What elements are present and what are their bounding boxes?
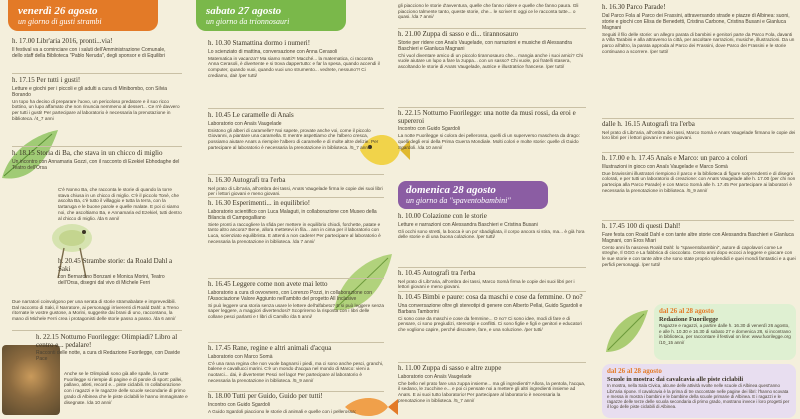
event-description: Cento anni fa nasceva Roald Dahl: lo "spaventobambini", autore di capolavori come Le streghe, Il GGG e La fabbrica di cioccolato. Cento anni dopo eccoci a leggere e giocare con le sue storie e con tante altre che sono state proprio splendidi e quei mondi fantastici e a quei perfidi personaggi. /per tutti/ <box>602 244 796 267</box>
event-text: Lo scienziato di mattina, conversazione con Anna Cerasoli <box>208 48 338 55</box>
event <box>58 258 184 286</box>
event <box>398 31 586 70</box>
event-text: Fare festa con Roald Dahl e con tante altre storie con Alessandra Baschieri e Gianluca Magnani, con Eros Miari <box>602 231 794 244</box>
event-text: Incontro con Guido Sgardoli <box>208 401 270 408</box>
event-description: C'è Nonno Ba, che racconta le storie di quando la torre stava chiusa in un chicco di miglio. C'è il piccolo Tonè, che ascolta Ba, c'è tutto il villaggio e tutta la terra, con la tartaruga e le buone parole e quelle malate. E poi ci siamo noi, che ascoltiamo Ba, e Annamaria ed Ezekiel, tutti dentro al chicco di miglio. /da 6 anni/ <box>58 187 182 221</box>
event-heading: h. 10.45 Autografi tra l'erba <box>398 269 476 277</box>
event-text: Laboratorio con Marco Somà <box>208 353 273 360</box>
divider <box>12 146 182 147</box>
event-heading: h. 10.30 Stamattina dormo i numeri! <box>208 39 311 47</box>
event-heading: h. 10.45 Le caramelle di Anaïs <box>208 111 294 119</box>
event <box>208 40 384 79</box>
event-heading: h. 17.45 100 di questi Dahl! <box>602 222 681 230</box>
event-description: Due narratori coinvolgono per una serata di storie stramabalate e imprevedibili. Dal racconto di Saki, il Narratore, ai personaggi irriverenti di Roald Dahl: a Treno ritornate le vostre gustose, a Morini, suggerite dai brani di uno, raccontano, la mano di Michele Ferri crea i protagonisti delle storie passo a passo. /da 6 anni/ <box>12 299 179 322</box>
event-description: gli piacciono le storie d'avventura, quelle che fanno ridere e quelle che fanno paura. Gli piacciono talmente tanto, queste storie, che... le scrive! E oggi ce le racconta tutte... o quasi. /da 7 anni/ <box>398 3 579 20</box>
divider <box>398 362 586 363</box>
event-text: con Bernardino Bonzani e Monica Morini, Teatro dell'Orsa, disegni dal vivo di Michele Ferri <box>58 274 165 287</box>
event-description-block <box>64 370 188 405</box>
event <box>602 4 796 55</box>
event-text: Incontro con Guido Sgardoli <box>398 126 460 133</box>
event-heading: h. 16.30 Esperimenti... in equilibrio! <box>208 199 311 207</box>
event <box>398 365 586 404</box>
event-heading: h. 10.45 Bimbi e paure: cosa da maschi e cose da femmine. O no? <box>398 293 583 301</box>
day-title: sabato 27 agosto <box>206 5 282 17</box>
box-text: Ragazze e ragazzi, a partire dalle h. 16.30 di venerdì 26 agosto, e alle h. 10.30 e 16.30 di sabato 27 e domenica 28, si incontrano in biblioteca, per raccontare il festival on line: www.fuorilegge.org /10_15 anni/ <box>659 323 791 345</box>
event-description: Esistono gli alberi di caramelle? Noi sapete, provate anche voi, come il piccolo Giovanni, a piantare una caramella. E mentre aspettiamo che l'albero cresca, possiamo aiutare Anaïs a riempire l'albero di caramelle e di molte altre delizie. Per partecipare al laboratorio è necessaria la prenotazione in biblioteca. /5_7 anni/ <box>208 127 379 150</box>
event-text: Illustrazioni in gioco con Anaïs Vaugelade e Marco Somà <box>602 163 728 170</box>
event-description-block <box>12 298 184 322</box>
event-heading: h. 16.30 Autografi tra l'erba <box>208 176 286 184</box>
event-text: Letture e giochi per i piccoli e gli adulti a cura di Minibombo, con Silvia Borando <box>12 85 168 98</box>
event-heading: dalle h. 16.15 Autografi tra l'erba <box>602 120 695 128</box>
event <box>208 200 384 245</box>
event <box>12 38 172 59</box>
event <box>398 294 586 333</box>
day-title: domenica 28 agosto <box>406 184 496 196</box>
event-text: Una conversazione oltre gli stereotipi di genere con Alberto Pellai, Guido Sgardoli e Barbara Tamborini <box>398 302 583 315</box>
divider <box>12 73 182 74</box>
box-subtitle: Redazione Fuorilegge <box>659 315 719 323</box>
event-description: La notte Fuorilegge si colora dei pellerossa, quelli di un superverso maschera da drago: quelli degli eroi della Prima Guerra Mondiale. Molti colori e molte storie: quelle di Guido Sgardoli. /da 10 anni/ <box>398 133 580 150</box>
event-text: Laboratorio con Anaïs Vaugelade <box>208 120 282 127</box>
event-heading: h. 20.45 Strambe storie: da Roald Dahl a Saki <box>58 257 173 273</box>
event <box>12 150 184 171</box>
event <box>208 281 384 320</box>
event-description: Matematica in vacanza? Ma siamo matti?! Macché... la matematica, ci racconta Anna Cerasoli, è divertente e si trova dappertutto: e far la spesa, quando accendi il computer, quando vuoi, quando vuoi uno strumento... vedrete, nessuno?! Ci crediamo, dai! /per tutti/ <box>208 55 380 78</box>
event-text: Letture e narrazioni con Alessandra Baschieri e Cristina Busani <box>398 221 538 228</box>
event-description: Chi vuol diventare amico di un piccolo tirannosauro che... mangia anche i suoi amici? Chi vuole aiutare un lupo a fare la zuppa... con un sasso? Chi vuole, poi fratelli stasera, ascoltando le storie di Anaïs Vaugelade, autrice e illustratrice francese. /per tutti/ <box>398 52 583 70</box>
event-text: Laboratorio a cura di ovvovnero, con Lorenzo Pozzi, in collaborazione con l'Associazione Valore Aggiunto nell'ambito del progetto All Inclusive <box>208 289 372 302</box>
day-subtitle: un giorno di gusti strambi <box>18 16 102 26</box>
event-description: Seguiti il filo delle storie: un allegro parata di bambini e genitori parte da Parco Fola, davanti a Villa Tarabini e alla attraverso la città, per ascoltare narrazioni, musiche, illustrazioni. Da un parco all'altro, la parata approda al Parco dei Frassini, dove Parco dei Frassini e le storie continuano a scorrere. /per tutti/ <box>602 31 795 54</box>
event-description-block <box>58 186 184 221</box>
event-description: A Guido Sgardoli piacciono le storie di animali e quelle con i pellerossa; <box>208 408 357 414</box>
divider <box>12 330 182 331</box>
event <box>208 345 384 384</box>
day-title: venerdì 26 agosto <box>18 5 98 17</box>
divider <box>208 108 384 109</box>
divider <box>398 267 586 268</box>
event-text: Un incontro con Annamaria Gozzi, con il racconto di Ezekiel Ebhodaghe del Teatro dell'Orsa <box>12 158 180 171</box>
divider <box>398 107 586 108</box>
day-header-saturday <box>196 0 346 31</box>
event-description: Si può leggere una storia senza usare le lettere dell'alfabeto? E si può leggere senza saper leggere, a maggiori divertendosi? Scopriremo la risposta con i libri delle collane pesci parlanti e I libri di Camillo /da 5 anni/ <box>208 302 385 320</box>
day-header-sunday <box>398 181 548 209</box>
event <box>602 223 796 268</box>
event-text: Storie per ridere con Anaïs Vaugelade, con narrazioni e musiche di Alessandra Baschieri e Gianluca Magnani <box>398 39 572 52</box>
event-description: Nel prato di Libr'aria, all'ombra dei tassi, Anaïs Vaugelade firma le copie dei suoi libri per i lettori giovani e meno giovani. <box>208 185 383 197</box>
event <box>398 213 586 240</box>
box-title: dal 26 al 28 agosto <box>607 367 662 375</box>
event-heading: h. 17.00 e h. 17.45 Anaïs e Marco: un parco a colori <box>602 154 748 162</box>
event-heading: h. 22.15 Notturno Fuorilegge: Olimpiadi? Libro al centro e... pedalare! <box>36 333 178 349</box>
event-heading: h. 10.00 Colazione con le storie <box>398 212 487 220</box>
event-heading: h. 17.00 Libr'aria 2016, pronti...via! <box>12 37 113 45</box>
event-description: Anche se le Olimpiadi sono già alle spalle, la notte Fuorilegge si riempie di pagine e di parole di sport: pallei, pallavo, atleti, record e... piste ciclabili. In collaborazione con i ragazzi e le ragazze delle scuole secondarie di primo grado di Albinea che le piste ciclabili le hanno immaginate e disegnate. /da 10 anni/ <box>64 371 188 405</box>
event-text: Il festival va a cominciare con i saluti dell'Amministrazione Comunale, dello staff della Biblioteca "Pablo Neruda", degli sponsor e di Equilibri <box>12 46 166 59</box>
event <box>208 177 384 197</box>
divider <box>602 220 794 221</box>
event-heading: h. 11.00 Zuppa di sasso e altre zuppe <box>398 364 502 372</box>
event <box>12 77 182 122</box>
event-description: Che bello nel prato fare una zuppa insieme... ma gli ingredienti? Allora, la pentola, l'acqua, il sedano, le zucchine e... e poi ci pensate noi a mettere gli altri ingredienti insieme ad Anaïs. E ai suoi tutto laboratorio! Per partecipare al laboratorio è necessaria la prenotazione in biblioteca. /5_7 anni/ <box>398 380 586 403</box>
column-friday <box>0 0 192 419</box>
column-sunday <box>392 0 592 419</box>
event-description: Ci sono cose da maschi e cose da femmine... O no? Ci sono idee, modi di fare e di pensare, ci sono pregiudizi, stereotipi e conflitti. Ci sono figlie e figli e genitori e educatori che vogliono capire, perché discutere, fare, e una soluzione. /per tutti/ <box>398 315 582 333</box>
event-heading: h. 18.00 Tutti per Guido, Guido per tutti! <box>208 392 323 400</box>
event-heading: h. 16.30 Parco Parade! <box>602 3 666 11</box>
column-sunday-afternoon <box>596 0 800 419</box>
event <box>602 155 796 194</box>
event-description: Due bravissimi illustratori riempiono il parco e la biblioteca di figure sorprendenti e di disegni colorati, e per tutti un laboratorio di creazione: con Anaïs Vaugelade alle h. 17.00 (per chi non partecipa alla Parco Parade) e con Marco Somà alle h. 17.45 Per partecipare ai laboratori è necessaria la prenotazione in biblioteca. /5_9 anni/ <box>602 170 796 193</box>
event-heading: h. 17.45 Rane, regine e altri animali d'acqua <box>208 344 332 352</box>
event <box>208 112 384 151</box>
day-subtitle: un giorno da trionnosauri <box>206 16 290 26</box>
event-description: Un topo ha deciso di preparare l'uovo, un pericoloso predatore e il suo ricco bottino, un lupo affamato che non rinuncia nemmeno al dessert... Ce n'è davvero per tutti i gusti! Per partecipare al laboratorio è necessaria la prenotazione in biblioteca. /4_7 anni <box>12 98 180 121</box>
column-saturday <box>196 0 390 419</box>
event-heading: h. 17.15 Per tutti i gusti! <box>12 76 81 84</box>
event-description: Siete pronti a raccogliere la sfida per mettere in equilibrio chiodi, forchette, patate e tanto altro ancora? Bene, allora mettetevi in fila... ann in cima per il laboratorio con Luca, scienziato equilibrista. E attenti a non cadere! Per partecipare al laboratorio è necessaria la prenotazione in biblioteca. /da 7 anni/ <box>208 221 381 244</box>
event-description: Nel prato di Libr'aria, all'ombra dei tassi, Marco Somà firma le copie dei suoi libri per i lettori giovani e meno giovani. <box>398 278 575 290</box>
event <box>398 270 586 290</box>
divider <box>208 174 384 175</box>
fuorilegge-box <box>654 304 796 360</box>
divider <box>398 28 586 29</box>
divider <box>208 278 384 279</box>
divider <box>208 197 384 198</box>
box-subtitle: Scuole in mostra: dai cavalcavia alle piste ciclabili <box>607 375 744 383</box>
event-heading: h. 22.15 Notturno Fuorilegge: una notte da musi rossi, da eroi e supereroi <box>398 109 576 125</box>
event-text: Racconti delle notte, a cura di Redazione Fuorilegge, con Davide Pace <box>36 350 180 363</box>
event-description: Gli occhi sono stretti, la bocca è un po' sbadigliata, il corpo ancora si stira, ma... è già l'ora delle storie e di una buona colazione. /per tutti/ <box>398 228 585 240</box>
event-text: Dal Parco Fola al Parco dei Frassini, attraversando strade e piazze di Albinea: suoni, storie e giochi con Elisa de Benedetti, Cristina Carbone, Cristina Busani e Gianluca Magnani <box>602 12 790 31</box>
box-title: dal 26 al 28 agosto <box>659 307 714 315</box>
event-heading: h. 16.45 Leggere come non avete mai letto <box>208 280 328 288</box>
event-heading: h. 18.15 Storia di Ba, che stava in un chicco di miglio <box>12 149 163 157</box>
day-header-friday <box>8 0 158 31</box>
event-heading: h. 21.00 Zuppa di sasso e di... tirannosauro <box>398 30 519 38</box>
divider <box>602 152 794 153</box>
divider <box>208 342 384 343</box>
event <box>602 121 796 141</box>
event-text: Laboratorio con Anaïs Vaugelade <box>398 373 472 380</box>
event <box>208 393 384 414</box>
leaf-decoration-icon <box>602 306 650 358</box>
divider <box>602 118 794 119</box>
divider <box>398 291 586 292</box>
event-text: Laboratorio scientifico con Luca Malaguti, in collaborazione con Museo della Bilancia di Campogalliano <box>208 208 377 221</box>
box-text: In mostra, nella Sala Civica, alcune delle attività svolte nelle scuole di Albinea quest'anno Libr'aria ripone. Il cavalcavia è la prima di tre raccontate nelle pagine dei libri: l'hanno scovata e messa in mostra i bambini e le bambine della scuole primarie di Albinea. E i ragazzi e le ragazze delle terze delle scuola secondaria di primo grado, mostrano invece i loro progetti per il logo delle piste ciclabili di Albinea. <box>607 383 790 410</box>
event <box>36 334 186 362</box>
event <box>398 110 586 151</box>
day-subtitle: un giorno da "spaventobambini" <box>406 195 511 205</box>
event-description: Nel prato di Libr'aria, all'ombra dei tassi, Marco Somà e Anaïs Vaugelade firmano le copie dei loro libri per i lettori giovani e meno giovani. <box>602 129 796 141</box>
event-description: C'è una rana regina che non vuole bagnarsi i piedi, ma ci sono anche pesci, granchi, balene e cavallucci marini. C'è un mondo d'acqua nel mondo di Marco: vieni a nuotarci... dai, è divertente! Pesci nel lago! Per partecipare al laboratorio è necessaria la prenotazione in biblioteca. /5_9 anni/ <box>208 360 384 383</box>
event-continuation <box>398 2 586 20</box>
exhibition-box <box>602 364 796 418</box>
